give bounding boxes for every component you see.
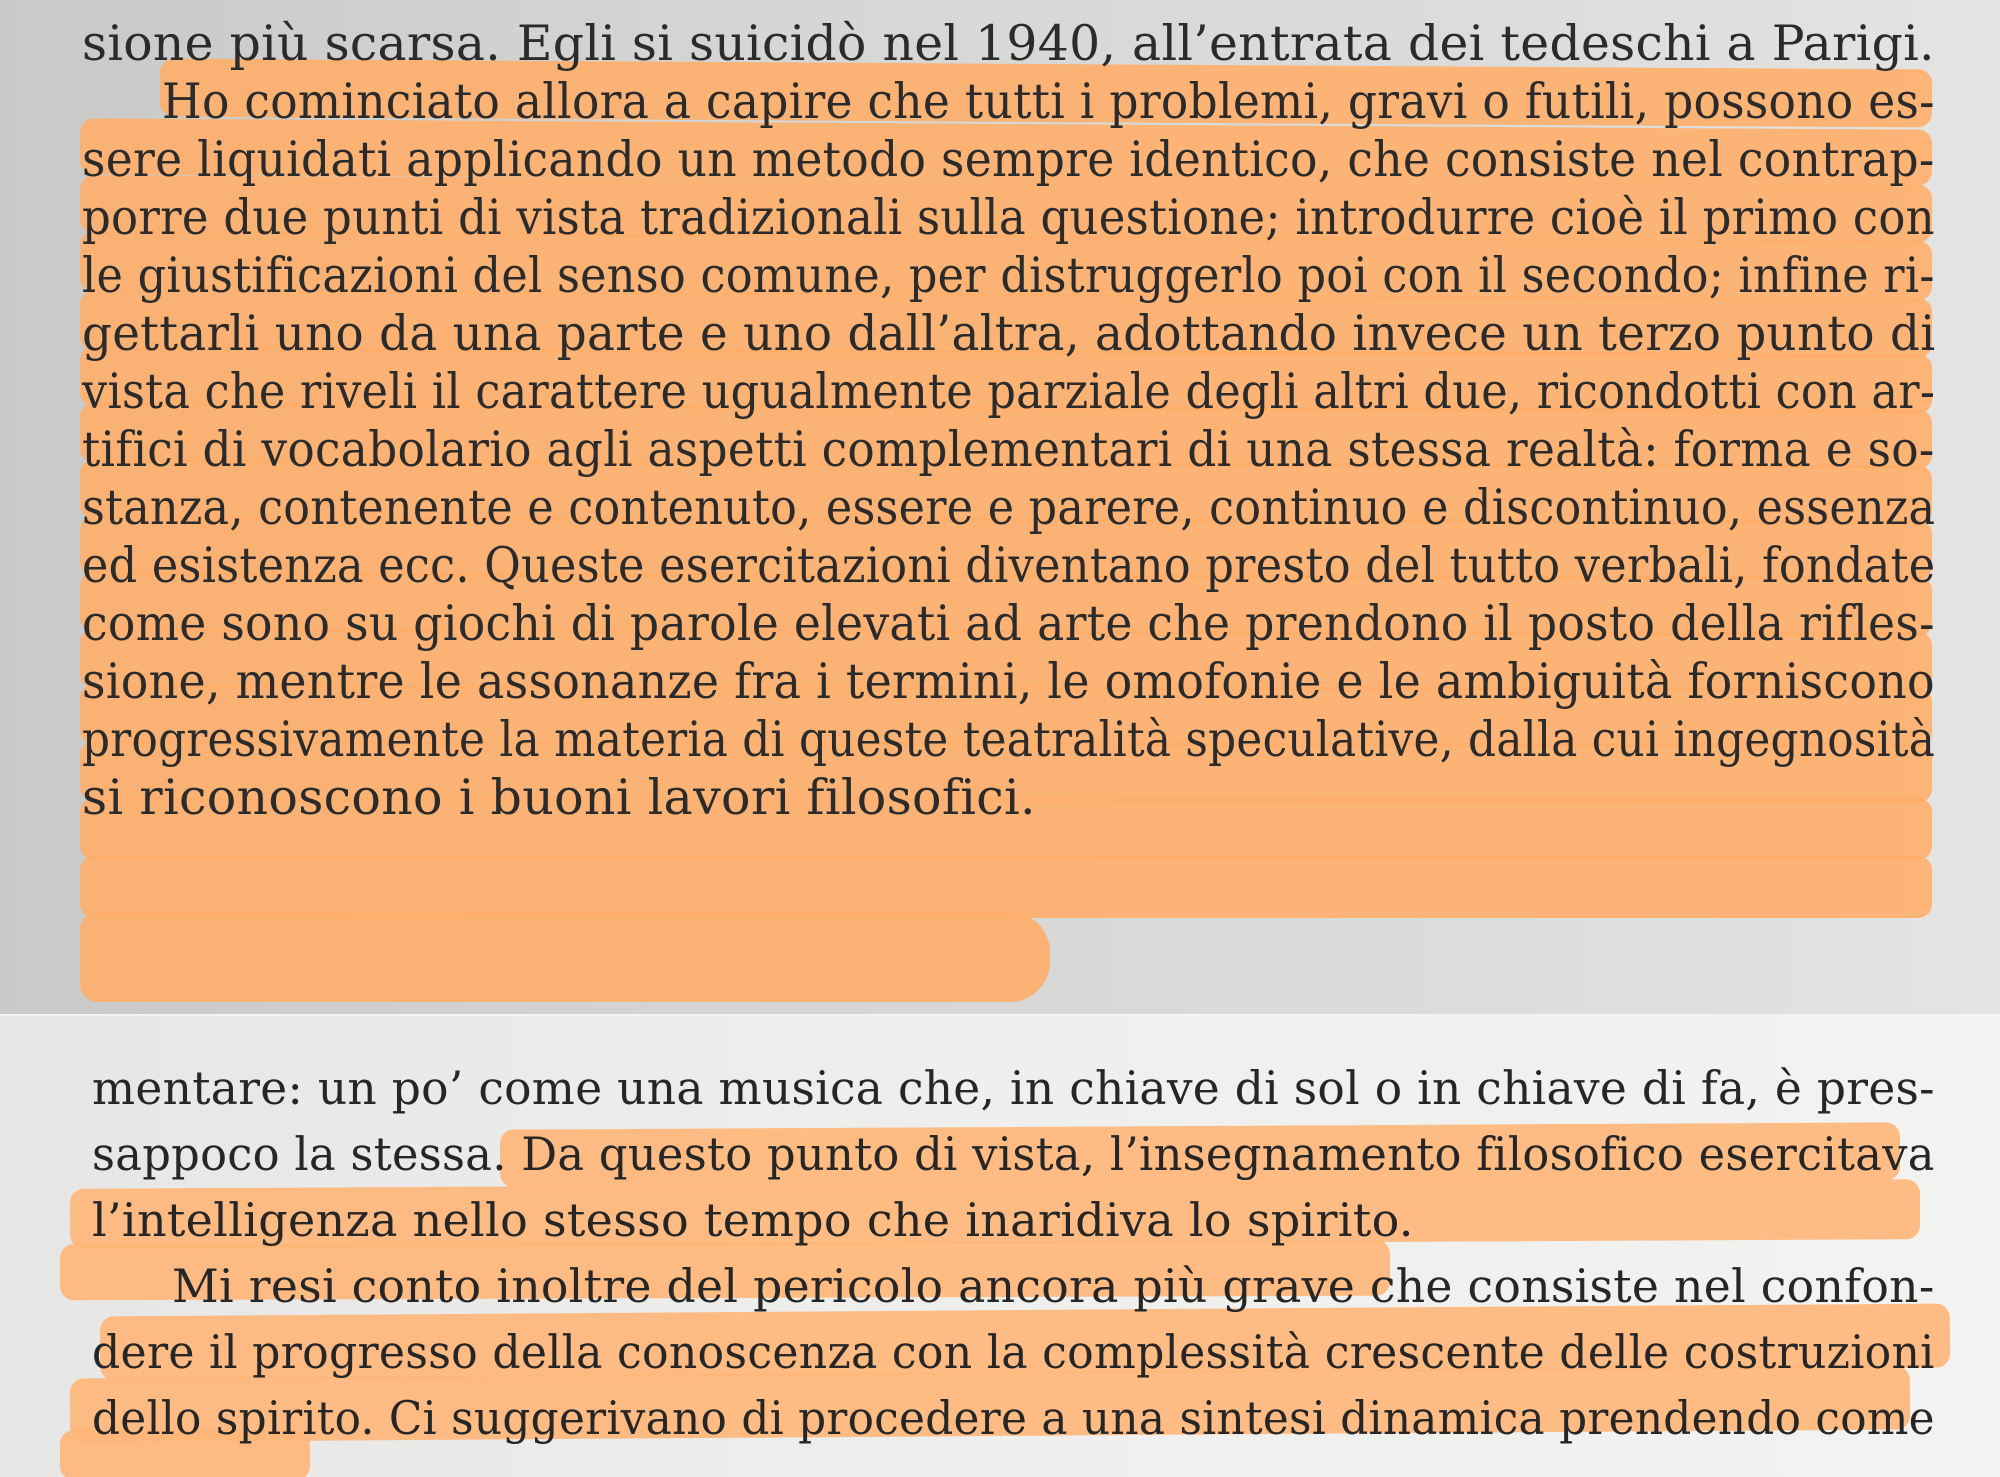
text-line: stanza, contenente e contenuto, essere e parere, continuo e discontinuo, essenza	[82, 479, 1936, 536]
text-line: ed esistenza ecc. Queste esercitazioni diventano presto del tutto verbali, fondate	[82, 537, 1936, 594]
text-line: dello spirito. Ci suggerivano di procedere a una sintesi dinamica prendendo come	[92, 1391, 1935, 1445]
text-line: progressivamente la materia di queste teatralità speculative, dalla cui ingegnosità	[82, 711, 1936, 768]
text-line: porre due punti di vista tradizionali sulla questione; introdurre cioè il primo con	[82, 189, 1935, 246]
text-line: sappoco la stessa. Da questo punto di vista, l’insegnamento filosofico esercitava	[92, 1127, 1935, 1181]
text-line: sione più scarsa. Egli si suicidò nel 1940, all’entrata dei tedeschi a Parigi.	[82, 15, 1935, 72]
text-line: l’intelligenza nello stesso tempo che inaridiva lo spirito.	[92, 1193, 1414, 1247]
text-line: mentare: un po’ come una musica che, in chiave di sol o in chiave di fa, è pres-	[92, 1061, 1935, 1115]
text-line: sere liquidati applicando un metodo sempre identico, che consiste nel contrap-	[82, 131, 1935, 188]
text-line: Mi resi conto inoltre del pericolo ancora più grave che consiste nel confon-	[172, 1259, 1935, 1313]
text-line: dere il progresso della conoscenza con la complessità crescente delle costruzioni	[92, 1325, 1935, 1379]
text-line: sione, mentre le assonanze fra i termini, le omofonie e le ambiguità forniscono	[82, 653, 1935, 710]
text-line: le giustificazioni del senso comune, per distruggerlo poi con il secondo; infine ri-	[82, 247, 1935, 304]
text-line: si riconoscono i buoni lavori filosofici.	[82, 769, 1036, 826]
text-line: vista che riveli il carattere ugualmente parziale degli altri due, ricondotti con ar-	[82, 363, 1936, 420]
text-line: gettarli uno da una parte e uno dall’altra, adottando invece un terzo punto di	[82, 305, 1936, 362]
text-line: come sono su giochi di parole elevati ad arte che prendono il posto della rifles-	[82, 595, 1935, 652]
highlight-stroke	[80, 856, 1932, 918]
highlight-stroke	[80, 912, 1050, 1002]
text-line: tifici di vocabolario agli aspetti complementari di una stessa realtà: forma e so-	[82, 421, 1935, 478]
lower-page-photo	[0, 1016, 2000, 1477]
text-line: Ho cominciato allora a capire che tutti i problemi, gravi o futili, possono es-	[162, 73, 1935, 130]
